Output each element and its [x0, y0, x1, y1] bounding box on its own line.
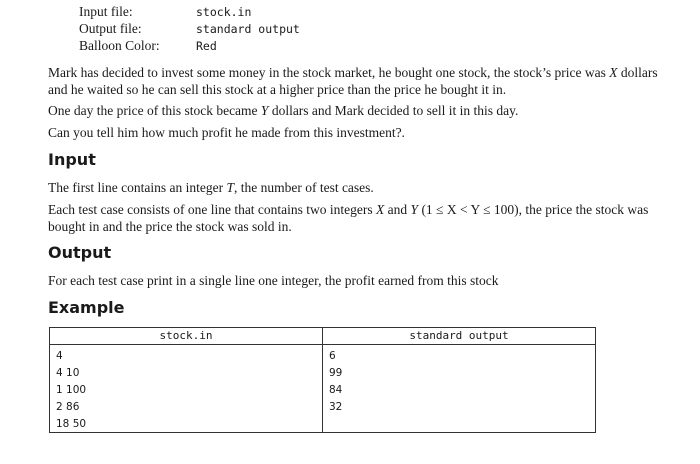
- math-y: Y: [410, 202, 419, 217]
- statement-paragraph-3: Can you tell him how much profit he made from this investment?.: [48, 125, 405, 140]
- example-input-header: stock.in: [50, 328, 322, 345]
- text: The first line contains an integer: [48, 180, 227, 195]
- output-file-value: standard output: [196, 21, 300, 36]
- math-t: T: [226, 180, 234, 195]
- example-input-line: 18 50: [56, 418, 87, 430]
- balloon-value: Red: [196, 38, 217, 53]
- example-output-cell: [323, 345, 595, 416]
- example-input-line: 1 100: [56, 384, 87, 396]
- example-output-line: 6: [329, 350, 336, 362]
- example-input-line: 4 10: [56, 367, 80, 379]
- example-input-line: 4: [56, 350, 63, 362]
- input-heading: Input: [48, 150, 96, 169]
- example-input-column: [50, 328, 323, 432]
- input-file-value: stock.in: [196, 4, 252, 19]
- output-paragraph: For each test case print in a single line one integer, the profit earned from this stock: [48, 273, 499, 288]
- constraint: (1 ≤ X < Y ≤ 100): [418, 202, 519, 217]
- balloon-label: Balloon Color:: [79, 37, 160, 53]
- example-heading: Example: [48, 298, 125, 317]
- text: dollars and he waited so he can sell this stock at a higher price than the price he bought it in.: [48, 65, 658, 97]
- example-input-line: 2 86: [56, 401, 80, 413]
- output-file-label: Output file:: [79, 20, 142, 36]
- text: dollars and Mark decided to sell it in this day.: [268, 103, 519, 118]
- text: One day the price of this stock became: [48, 103, 261, 118]
- example-output-line: 99: [329, 367, 343, 379]
- text: Mark has decided to invest some money in the stock market, he bought one stock, the stock’s price was: [48, 65, 610, 80]
- example-output-line: 84: [329, 384, 343, 396]
- math-x: X: [609, 65, 618, 80]
- problem-meta: [79, 3, 300, 54]
- example-table: [49, 327, 596, 433]
- example-output-header: standard output: [323, 328, 595, 345]
- input-file-label: Input file:: [79, 3, 133, 19]
- balloon-row: [79, 37, 300, 54]
- text: and: [384, 202, 411, 217]
- text: , the price the stock was bought in and the price the stock was sold in.: [48, 202, 649, 234]
- example-output-column: [323, 328, 595, 432]
- statement-paragraph-2: [48, 102, 658, 119]
- input-paragraph-2: [48, 201, 658, 235]
- output-file-row: [79, 20, 300, 37]
- example-output-line: 32: [329, 401, 343, 413]
- math-x: X: [376, 202, 385, 217]
- statement-paragraph-1: [48, 64, 658, 98]
- text: , the number of test cases.: [233, 180, 374, 195]
- input-paragraph-1: [48, 179, 658, 196]
- text: Each test case consists of one line that contains two integers: [48, 202, 377, 217]
- example-input-cell: [50, 345, 322, 433]
- input-file-row: [79, 3, 300, 20]
- output-heading: Output: [48, 243, 112, 262]
- math-y: Y: [260, 103, 269, 118]
